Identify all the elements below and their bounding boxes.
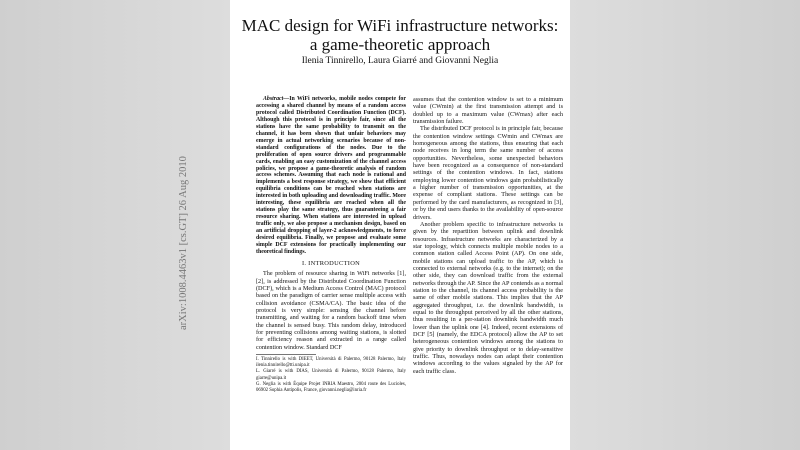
title-line-1: MAC design for WiFi infrastructure networks: <box>241 16 559 35</box>
arxiv-identifier: arXiv:1008.4463v1 [cs.GT] 26 Aug 2010 <box>178 156 189 330</box>
right-column <box>413 96 563 375</box>
background-left <box>0 0 230 450</box>
paper-title <box>230 16 570 54</box>
right-paragraph-1: assumes that the contention window is set to a minimum value (CWmin) at the first transmission attempt and is doubled up to a maximum value (CWmax) after each transmission failure. <box>413 96 563 126</box>
paper-page <box>230 0 570 450</box>
abstract-label: Abstract— <box>263 96 290 102</box>
footnote-1: I. Tinnirello is with DIEET, Università di Palermo, 90128 Palermo, Italy ilenia.tinnirello@tti.unipa.it <box>256 357 406 369</box>
abstract-text: In WiFi networks, mobile nodes compete for accessing a shared channel by means of a random access protocol called Distributed Coordination Function (DCF). Although this protocol is in principle fair, since all the stations have the same probability to transmit on the channel, it has been shown that unfair behaviors may emerge in actual networking scenarios because of non-standard configurations of the nodes. Due to the proliferation of open source drivers and programmable cards, enabling an easy customization of the channel access policies, we propose a game-theoretic analysis of random access schemes. Assuming that each node is rational and implements a best response strategy, we show that efficient equilibria conditions can be reached when stations are interested in both uploading and downloading traffic. More interesting, these equilibria are reached when all the stations play the same strategy, thus guaranteeing a fair resource sharing. When stations are interested in upload traffic only, we also propose a mechanism design, based on an artificial dropping of layer-2 acknowledgments, to force desired equilibria. Finally, we propose and evaluate some simple DCF extensions for practically implementing our theoretical findings. <box>256 96 406 255</box>
abstract <box>256 96 406 256</box>
right-paragraph-2: The distributed DCF protocol is in principle fair, because the contention window settings CWmin and CWmax are homogeneous among the stations, thus ensuring that each node receives in long term the same number of access opportunities. Nevertheless, some unexpected behaviors have been recognized as a consequence of non-standard settings of the contention windows. In fact, stations employing lower contention windows gain probabilistically a higher number of transmission opportunities, at the expense of compliant stations. These settings can be performed by the card manufacturers, as recognized in [3], or by the end users thanks to the availability of open-source drivers. <box>413 125 563 221</box>
section-heading-introduction: I. INTRODUCTION <box>301 259 361 267</box>
footnote-3: G. Neglia is with Équipe Projet INRIA Maestro, 2004 route des Lucioles, 06902 Sophia Antipolis, France, giovanni.neglia@inria.fr <box>256 381 406 394</box>
right-paragraph-3: Another problem specific to infrastructure networks is given by the repartition between uplink and downlink resources. Infrastructure networks are characterized by a star topology, which connects multiple mobile nodes to a common station called Access Point (AP). On one side, mobile stations can upload traffic to the AP, which is connected to external networks (e.g. to the internet); on the other side, they can download traffic from the external networks through the AP. Since the AP contends as a normal station to the channel, its channel access probability is the same of other mobile stations. This implies that the AP aggregated throughput, i.e. the downlink bandwidth, is equal to the throughput perceived by all the other stations, thus resulting in a per-station downlink bandwidth much lower than the uplink one [4]. Indeed, recent extensions of DCF [5] (namely, the EDCA protocol) allow the AP to set heterogeneous contention windows among the stations to give priority to downlink throughput or to delay-sensitive traffic. Thus, nowadays nodes can adapt their contention windows according to the values signaled by the AP for each traffic class. <box>413 220 563 375</box>
footnote-2: L. Giarré is with DIAS, Università di Palermo, 90128 Palermo, Italy giarre@unipa.it <box>256 369 406 381</box>
background-right <box>570 0 800 450</box>
left-column <box>256 96 406 394</box>
author-list: Ilenia Tinnirello, Laura Giarré and Giovanni Neglia <box>301 56 499 66</box>
intro-paragraph-1: The problem of resource sharing in WiFi networks [1], [2], is addressed by the Distributed Coordination Function (DCF), which is a Medium Access Control (MAC) protocol based on the paradigm of carrier sense multiple access with collision avoidance (CSMA/CA). The basic idea of the protocol is very simple: sensing the channel before transmitting, and waiting for a random backoff time when the channel is sensed busy. This random delay, introduced for preventing collisions among waiting stations, is slotted for efficiency reason and extracted in a range called contention window. Standard DCF <box>256 270 406 351</box>
title-line-2: a game-theoretic approach <box>309 35 491 54</box>
